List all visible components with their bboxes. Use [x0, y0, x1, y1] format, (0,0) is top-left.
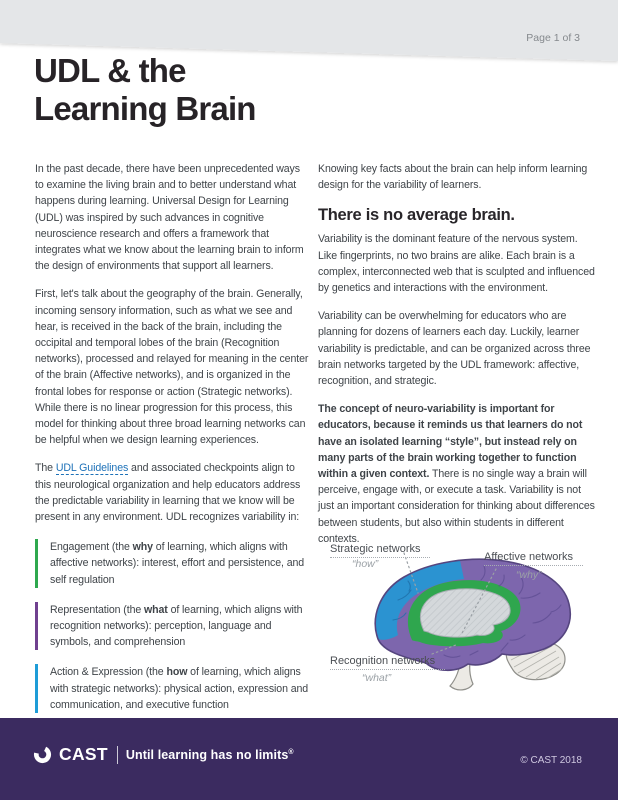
page-title-line2: Learning Brain — [34, 90, 256, 127]
paragraph-geography: First, let's talk about the geography of the brain. Generally, incoming sensory information, such as what we see and hear, is received in the back of the brain, including the occipital and temporal lobes of the brain (Recognition networks), processed and relayed for meaning in the center of the brain (Affective networks), and is organized in the frontal lobes for response or action (Strategic networks). While there is no linear progression for this process, this model for thinking about three broad learning networks can be helpful when we design learning experiences. — [35, 288, 309, 447]
paragraph-neurovariability: The concept of neuro-variability is important for educators, because it reminds us that learners do not have an isolated learning “style”, but instead rely on many parts of the brain working together to function within a given context. There is no single way a brain will perceive, engage with, or execute a task. Variability is not just an important consideration for thinking about differences between students, but also within students in different contexts. — [318, 403, 595, 545]
footer-tagline-text: Until learning has no limits — [125, 747, 289, 762]
paragraph-intro: In the past decade, there have been unprecedented ways to examine the living brain and to better understand what happens during learning. Universal Design for Learning (UDL) was inspired by such advances in cognitive neuroscience research and offers a framework that integrates what we know about the learning brain to inform the design of environments that support all learners. — [35, 163, 304, 273]
label-strategic-sub: “how” — [352, 558, 379, 570]
section-heading: There is no average brain. — [318, 206, 515, 225]
footer-tagline — [126, 748, 294, 762]
paragraph-overwhelming: Variability can be overwhelming for educators who are planning for dozens of learners each day. Luckily, learner variability is predictable, and can be organized across three brain networks targeted by the UDL framework: affective, recognition, and strategic. — [318, 310, 591, 388]
footer-copyright: © CAST 2018 — [520, 755, 582, 766]
cast-brand-name: CAST — [59, 744, 108, 764]
label-recognition-networks: Recognition networks — [330, 655, 445, 670]
paragraph-variability: Variability is the dominant feature of the nervous system. Like fingerprints, no two brains are alike. Each brain is a complex, interconnected web that is sculpted and influenced by genetics and interactions with the environment. — [318, 233, 595, 295]
bullet-action-expression: Action & Expression (the how of learning, which aligns with strategic networks): physical action, expression and communication, and executive function — [35, 664, 311, 713]
right-column — [318, 161, 596, 559]
cast-logo — [33, 744, 294, 765]
paragraph-knowing: Knowing key facts about the brain can help inform learning design for the variability of learners. — [318, 163, 588, 192]
page-indicator: Page 1 of 3 — [526, 32, 580, 44]
label-strategic-networks: Strategic networks — [330, 543, 430, 558]
paragraph-guidelines: The UDL Guidelines and associated checkpoints align to this neurological organization and help educators address the predictable variability in learning that we know will be present in any environment. UDL recognizes variability in: — [35, 462, 301, 524]
label-affective-sub: “why” — [516, 569, 542, 581]
brain-diagram — [318, 543, 605, 703]
bullet-representation: Representation (the what of learning, which aligns with recognition networks): perception, language and symbols, and comprehension — [35, 602, 311, 651]
page-title — [34, 52, 256, 128]
footer-bar — [0, 718, 618, 800]
label-recognition-sub: “what” — [362, 672, 392, 684]
footer-divider — [117, 746, 118, 764]
registered-mark: ® — [288, 748, 294, 756]
left-column — [35, 161, 311, 727]
udl-guidelines-link[interactable]: UDL Guidelines — [55, 462, 129, 475]
cast-logo-icon — [33, 745, 52, 764]
label-affective-networks: Affective networks — [484, 551, 583, 566]
bullet-engagement: Engagement (the why of learning, which aligns with affective networks): interest, effort and persistence, and self regulation — [35, 539, 311, 588]
page-title-line1: UDL & the — [34, 52, 186, 89]
